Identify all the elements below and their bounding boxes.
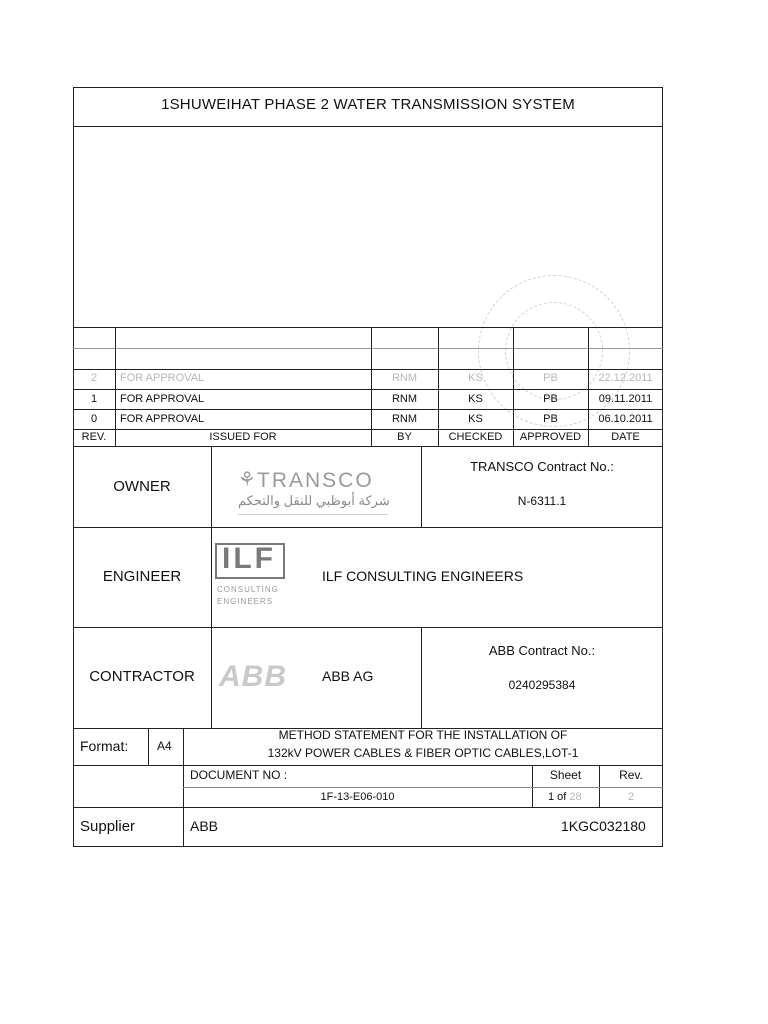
sheet-value bbox=[548, 791, 582, 803]
transco-logo-text: TRANSCO bbox=[257, 469, 374, 492]
approved-cell: PB bbox=[543, 372, 558, 384]
transco-contract-no: N-6311.1 bbox=[517, 494, 567, 508]
approved-cell: PB bbox=[543, 413, 558, 425]
sheet-prefix: 1 of bbox=[548, 791, 567, 803]
date-cell: 06.10.2011 bbox=[598, 413, 653, 425]
by-header: BY bbox=[397, 431, 412, 443]
document-no-label: DOCUMENT NO : bbox=[190, 768, 288, 782]
engineer-name: ILF CONSULTING ENGINEERS bbox=[322, 568, 524, 584]
format-label: Format: bbox=[80, 738, 129, 754]
rev-header: REV. bbox=[81, 431, 107, 443]
transco-logo-arabic: شركة أبوظبي للنقل والتحكم bbox=[238, 493, 390, 508]
rev-value: 2 bbox=[627, 791, 635, 803]
sheet-label: Sheet bbox=[549, 768, 582, 782]
issued-for-cell: FOR APPROVAL bbox=[120, 372, 205, 384]
abb-logo: ABB bbox=[219, 660, 287, 693]
by-cell: RNM bbox=[391, 393, 418, 405]
ilf-logo-sub2: ENGINEERS bbox=[217, 597, 274, 606]
transco-contract-label: TRANSCO Contract No.: bbox=[470, 459, 614, 474]
ilf-logo-sub1: CONSULTING bbox=[217, 585, 279, 594]
checked-cell: KS bbox=[468, 393, 483, 405]
abb-contract-no: 0240295384 bbox=[508, 678, 576, 692]
rev-cell: 1 bbox=[90, 393, 98, 405]
date-cell: 22.12.2011 bbox=[598, 372, 653, 384]
header-divider bbox=[73, 126, 663, 127]
engineer-label: ENGINEER bbox=[102, 568, 182, 585]
checked-cell: KS bbox=[468, 372, 483, 384]
transco-icon: ⚘ bbox=[238, 469, 256, 491]
issued-for-cell: FOR APPROVAL bbox=[120, 413, 205, 425]
approved-header: APPROVED bbox=[519, 431, 582, 443]
approved-cell: PB bbox=[543, 393, 558, 405]
format-value: A4 bbox=[157, 739, 172, 753]
date-header: DATE bbox=[611, 431, 640, 443]
by-cell: RNM bbox=[391, 372, 418, 384]
contractor-label: CONTRACTOR bbox=[89, 668, 195, 685]
by-cell: RNM bbox=[391, 413, 418, 425]
date-cell: 09.11.2011 bbox=[598, 393, 653, 405]
ilf-logo-text: ILF bbox=[222, 542, 276, 575]
issued-for-cell: FOR APPROVAL bbox=[120, 393, 205, 405]
rev-label: Rev. bbox=[619, 768, 643, 782]
sheet-total: 28 bbox=[569, 791, 582, 803]
supplier-label: Supplier bbox=[80, 818, 136, 835]
rev-cell: 0 bbox=[90, 413, 98, 425]
abb-contract-label: ABB Contract No.: bbox=[488, 643, 596, 658]
document-no: 1F-13-E06-010 bbox=[320, 791, 395, 803]
issued-for-header: ISSUED FOR bbox=[209, 431, 277, 443]
supplier-code: 1KGC032180 bbox=[561, 818, 646, 834]
document-title-line2: 132kV POWER CABLES & FIBER OPTIC CABLES,LOT-1 bbox=[267, 746, 579, 760]
contractor-name: ABB AG bbox=[322, 668, 374, 684]
rev-cell: 2 bbox=[90, 372, 98, 384]
document-title-line1: METHOD STATEMENT FOR THE INSTALLATION OF bbox=[278, 728, 568, 742]
owner-label: OWNER bbox=[113, 478, 171, 495]
checked-cell: KS bbox=[468, 413, 483, 425]
checked-header: CHECKED bbox=[448, 431, 503, 443]
supplier-value: ABB bbox=[190, 818, 219, 834]
project-title: 1SHUWEIHAT PHASE 2 WATER TRANSMISSION SYSTEM bbox=[161, 96, 575, 113]
